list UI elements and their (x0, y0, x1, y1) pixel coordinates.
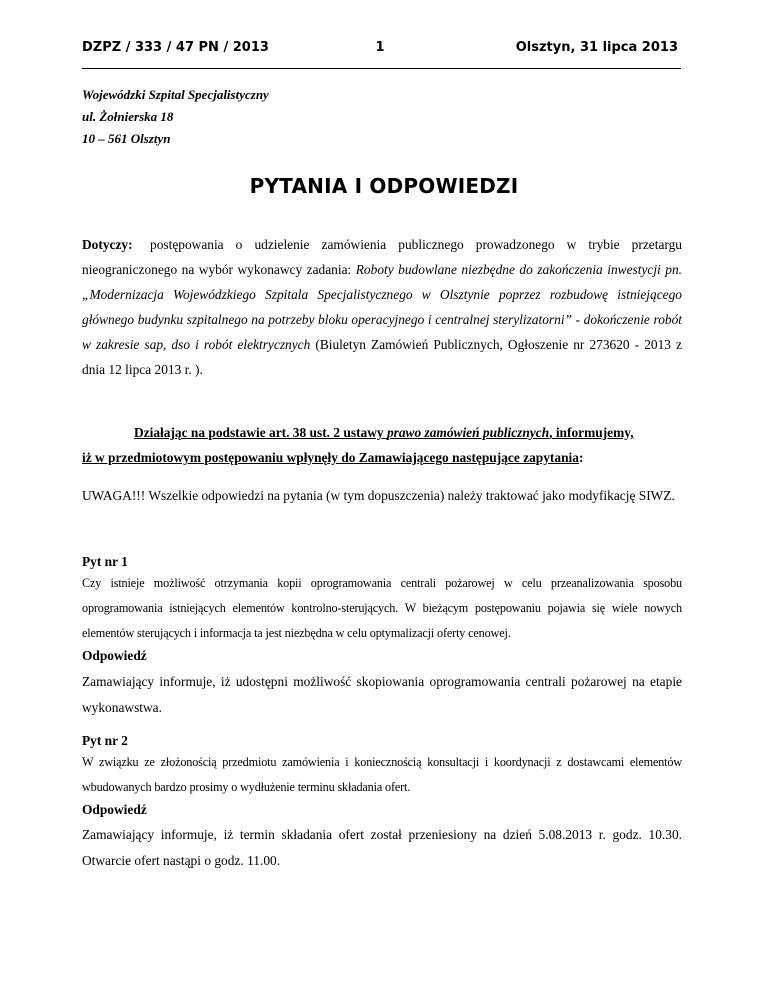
legal-line-2: iż w przedmiotowym postępowaniu wpłynęły do Zamawiającego następujące zapytania (82, 450, 579, 465)
address-line-2: ul. Żołnierska 18 (82, 109, 174, 124)
answer-2-text: Zamawiający informuje, iż termin składania ofert został przeniesiony na dzień 5.08.2013 r. godz. 10.30. Otwarcie ofert nastąpi o godz. 11.00. (82, 827, 682, 868)
subject-text (82, 232, 682, 382)
reference-number: DZPZ / 333 / 47 PN / 2013 (82, 40, 269, 55)
subject-task: Roboty budowlane niezbędne do zakończenia inwestycji pn. „Modernizacja Wojewódzkiego Szpitala Specjalistycznego w Olsztynie poprzez rozbudowę istniejącego głównego budynku szpitalnego na potrzeby bloku operacyjnego i centralnej sterylizatorni” - dokończenie robót w zakresie sap, dso i robót elektrycznych (82, 262, 682, 352)
place-date: Olsztyn, 31 lipca 2013 (515, 40, 678, 55)
address-line-1: Wojewódzki Szpital Specjalistyczny (82, 87, 269, 102)
notice-text: UWAGA!!! Wszelkie odpowiedzi na pytania (w tym dopuszczenia) należy traktować jako modyfikację SIWZ. (82, 488, 675, 503)
page-header (82, 40, 678, 62)
legal-part-2: , informujemy, (549, 425, 634, 440)
page-number: 1 (375, 40, 385, 55)
answer-1-label: Odpowiedź (82, 648, 147, 663)
legal-basis (82, 420, 682, 470)
answer-2-label: Odpowiedź (82, 802, 147, 817)
subject-label: Dotyczy: (82, 237, 133, 252)
legal-law-name: prawo zamówień publicznych (386, 425, 550, 440)
subject-bulletin: (Biuletyn Zamówień Publicznych, Ogłoszenie nr 273620 - 2013 z dnia 12 lipca 2013 r. ). (82, 337, 682, 377)
question-1-heading: Pyt nr 1 (82, 554, 128, 569)
page-title: PYTANIA I ODPOWIEDZI (249, 174, 519, 198)
subject-intro: postępowania o udzielenie zamówienia publicznego prowadzonego w trybie przetargu nieograniczonego na wybór wykonawcy zadania: (82, 237, 682, 277)
answer-1-text: Zamawiający informuje, iż udostępni możliwość skopiowania oprogramowania centrali pożarowej na etapie wykonawstwa. (82, 674, 682, 715)
address-line-3: 10 – 561 Olsztyn (82, 131, 171, 146)
header-divider (82, 68, 681, 69)
question-2-heading: Pyt nr 2 (82, 733, 128, 748)
question-1-text: Czy istnieje możliwość otrzymania kopii oprogramowania centrali pożarowej w celu przeanalizowania sposobu oprogramowania istniejących elementów kontrolno-sterujących. W bieżącym postępowaniu pojawia się wiele nowych elementów sterujących i informacja ta jest niezbędna w celu optymalizacji oferty cenowej. (82, 576, 682, 640)
question-2-text: W związku ze złożonością przedmiotu zamówienia i koniecznością konsultacji i koordynacji z dostawcami elementów wbudowanych bardzo prosimy o wydłużenie terminu składania ofert. (82, 755, 682, 794)
legal-part-1: Działając na podstawie art. 38 ust. 2 ustawy (134, 425, 387, 440)
legal-colon: : (578, 450, 584, 465)
